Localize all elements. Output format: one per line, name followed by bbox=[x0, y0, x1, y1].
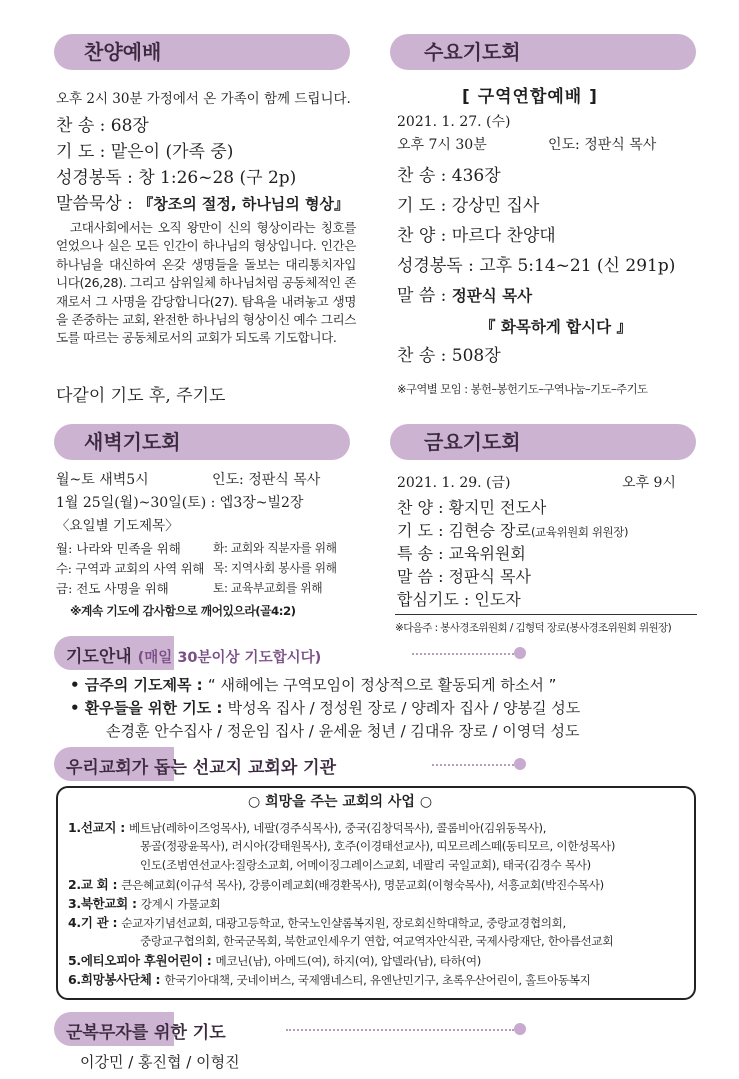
missions-line6-text: 순교자기념선교회, 대광고등학교, 한국노인샬롬복지원, 장로회신학대학교, 중랑교경협의회, bbox=[121, 916, 566, 930]
missions-line5-key: 3.북한교회 : bbox=[68, 896, 141, 911]
friday-divider bbox=[395, 614, 697, 615]
prayer-guide-line2-label: • 환우들을 위한 기도 : bbox=[70, 699, 228, 717]
military-dotted-rule bbox=[286, 1029, 514, 1031]
wednesday-sermon-label: 말 씀 : bbox=[397, 286, 452, 306]
missions-line9-key: 6.희망봉사단체 : bbox=[68, 972, 165, 987]
prayer-guide-line2 bbox=[70, 699, 580, 718]
friday-prayer-role: (교육위원회 위원장) bbox=[530, 525, 629, 539]
missions-line8 bbox=[68, 951, 481, 971]
missions-line6 bbox=[68, 913, 566, 933]
dawn-verse: ※계속 기도에 감사함으로 깨어있으라(골4:2) bbox=[70, 604, 296, 618]
prayer-guide-line1-label: • 금주의 기도제목 : bbox=[70, 676, 208, 694]
dawn-days: 월~토 새벽5시 bbox=[56, 472, 149, 488]
wednesday-hymn2: 찬 송 : 508장 bbox=[397, 346, 501, 366]
choir-sermon-title: 『창조의 절정, 하나님의 형상』 bbox=[138, 195, 349, 213]
choir-scripture: 성경봉독 : 창 1:26~28 (구 2p) bbox=[56, 168, 297, 188]
military-names: 이강민 / 홍진협 / 이형진 bbox=[80, 1053, 240, 1071]
wednesday-scripture: 성경봉독 : 고후 5:14~21 (신 291p) bbox=[397, 256, 676, 276]
missions-line1 bbox=[68, 818, 546, 838]
friday-sermon: 말 씀 : 정판식 목사 bbox=[397, 567, 531, 586]
prayer-guide-line3: 손경훈 안수집사 / 정운임 집사 / 윤세윤 청년 / 김대유 장로 / 이영덕 성도 bbox=[106, 722, 580, 740]
missions-line8-text: 메코닌(남), 아메드(여), 하지(여), 압델라(남), 타하(여) bbox=[215, 954, 481, 968]
dawn-topics-head: 〈요일별 기도제목〉 bbox=[56, 518, 179, 534]
wednesday-prayer: 기 도 : 강상민 집사 bbox=[397, 196, 540, 216]
missions-title: 우리교회가 돕는 선교지 교회와 기관 bbox=[66, 758, 337, 778]
choir-title: 찬양예배 bbox=[84, 40, 162, 64]
military-end-dot bbox=[514, 1023, 526, 1035]
missions-box-title: ○ 희망을 주는 교회의 사업 ○ bbox=[248, 794, 433, 810]
friday-prayer bbox=[397, 520, 628, 543]
missions-line4 bbox=[68, 875, 604, 895]
dawn-row3b: 토: 교육부교회를 위해 bbox=[213, 581, 323, 595]
wednesday-sermon-speaker: 정판식 목사 bbox=[451, 287, 533, 305]
missions-line1-text: 베트남(레하이즈엉목사), 네팔(경주식목사), 중국(김창덕목사), 콜롬비아(김위동목사), bbox=[128, 821, 547, 835]
dawn-row1a: 월: 나라와 민족을 위해 bbox=[56, 541, 181, 556]
friday-time: 오후 9시 bbox=[622, 475, 676, 491]
missions-line4-key: 2.교 회 : bbox=[68, 877, 122, 892]
choir-paragraph: 고대사회에서는 오직 왕만이 신의 형상이라는 칭호를 얻었으나 실은 모든 인간이 하나님의 형상입니다. 인간은 하나님을 대신하여 온갖 생명들을 돌보는 대리통치자입니다(26,28). 그리고 삼위일체 하나님처럼 공동체적인 존재로서 그 사명을 감당합니다(27). 탐욕을 내려놓고 생명을 존중하는 교회, 완전한 하나님의 형상이신 예수 그리스도를 따르는 공동체로서의 교회가 되도록 기도합니다. bbox=[56, 220, 357, 346]
dawn-row3a: 금: 전도 사명을 위해 bbox=[56, 581, 169, 596]
missions-line5 bbox=[68, 894, 220, 914]
friday-note: ※다음주 : 봉사경조위원회 / 김형덕 장로(봉사경조위원회 위원장) bbox=[395, 622, 672, 634]
wednesday-title: 수요기도회 bbox=[424, 40, 521, 64]
choir-closing: 다같이 기도 후, 주기도 bbox=[56, 386, 226, 406]
prayer-guide-line2-text: 박성옥 집사 / 정성원 장로 / 양례자 집사 / 양봉길 성도 bbox=[227, 699, 581, 717]
missions-line9-text: 한국기아대책, 굿네이버스, 국제앰네스티, 유엔난민기구, 초록우산어린이, 홀트아동복지 bbox=[164, 973, 591, 987]
missions-line4-text: 큰은혜교회(이규석 목사), 강릉이레교회(배경환목사), 명문교회(이형숙목사), 서흥교회(박진수목사) bbox=[121, 878, 604, 892]
prayer-guide-dotted-rule bbox=[412, 653, 514, 655]
friday-special: 특 송 : 교육위원회 bbox=[397, 544, 526, 563]
dawn-dates: 1월 25일(월)~30일(토) : 엡3장~빌2장 bbox=[56, 495, 304, 511]
prayer-guide-title-paren: (매일 30분이상 기도합시다) bbox=[137, 650, 322, 666]
missions-line1-key: 1.선교지 : bbox=[68, 820, 129, 835]
prayer-guide-heading bbox=[66, 642, 321, 667]
wednesday-subtitle: [ 구역연합예배 ] bbox=[462, 87, 598, 107]
friday-unison: 합심기도 : 인도자 bbox=[397, 590, 521, 609]
prayer-guide-line1 bbox=[70, 676, 556, 695]
missions-dotted-rule bbox=[432, 764, 514, 766]
missions-end-dot bbox=[514, 758, 526, 770]
choir-sermon bbox=[56, 193, 349, 215]
dawn-row2b: 목: 지역사회 봉사를 위해 bbox=[213, 561, 337, 575]
wednesday-praise: 찬 양 : 마르다 찬양대 bbox=[397, 226, 556, 246]
choir-intro: 오후 2시 30분 가정에서 온 가족이 함께 드립니다. bbox=[56, 91, 351, 107]
missions-line7: 중랑교구협의회, 한국군목회, 북한교인세우기 연합, 여교역자안식관, 국제사랑재단, 한아름선교회 bbox=[140, 934, 614, 948]
choir-hymn: 찬 송 : 68장 bbox=[56, 116, 149, 136]
wednesday-sermon bbox=[397, 285, 532, 307]
friday-prayer-label: 기 도 : 김현승 장로 bbox=[397, 521, 531, 540]
wednesday-note: ※구역별 모임 : 봉헌–봉헌기도–구역나눔–기도–주기도 bbox=[397, 383, 648, 396]
dawn-title: 새벽기도회 bbox=[84, 430, 181, 454]
choir-sermon-label: 말씀묵상 : bbox=[56, 194, 139, 214]
friday-praise: 찬 양 : 황지민 전도사 bbox=[397, 498, 547, 517]
missions-line2: 몽골(정광윤목사), 러시아(강태원목사), 호주(이경태선교사), 띠모르레스떼(동티모르, 이한성목사) bbox=[140, 839, 616, 853]
missions-line9 bbox=[68, 970, 591, 990]
dawn-row2a: 수: 구역과 교회의 사역 위해 bbox=[56, 561, 205, 576]
dawn-row1b: 화: 교회와 직분자를 위해 bbox=[213, 541, 337, 555]
missions-line6-key: 4.기 관 : bbox=[68, 915, 122, 930]
wednesday-date: 2021. 1. 27. (수) bbox=[397, 114, 511, 130]
choir-prayer: 기 도 : 맡은이 (가족 중) bbox=[56, 142, 234, 162]
wednesday-hymn: 찬 송 : 436장 bbox=[397, 166, 501, 186]
friday-date: 2021. 1. 29. (금) bbox=[397, 475, 511, 491]
dawn-leader: 인도: 정판식 목사 bbox=[212, 472, 321, 488]
missions-line3: 인도(조범연선교사:질랑소교회, 어메이징그레이스교회, 네팔리 국일교회), 태국(김경수 목사) bbox=[140, 858, 591, 872]
prayer-guide-end-dot bbox=[514, 647, 526, 659]
missions-line8-key: 5.에티오피아 후원어린이 : bbox=[68, 953, 216, 968]
friday-title: 금요기도회 bbox=[424, 430, 521, 454]
missions-line5-text: 강계시 가물교회 bbox=[140, 897, 221, 911]
wednesday-leader: 인도: 정판식 목사 bbox=[548, 137, 657, 153]
military-title: 군복무자를 위한 기도 bbox=[66, 1023, 226, 1043]
wednesday-time: 오후 7시 30분 bbox=[397, 137, 487, 153]
prayer-guide-line1-text: “ 새해에는 구역모임이 정상적으로 활동되게 하소서 ” bbox=[207, 676, 557, 694]
prayer-guide-title: 기도안내 bbox=[66, 647, 132, 667]
wednesday-sermon-title: 『 화목하게 합시다 』 bbox=[480, 318, 633, 336]
